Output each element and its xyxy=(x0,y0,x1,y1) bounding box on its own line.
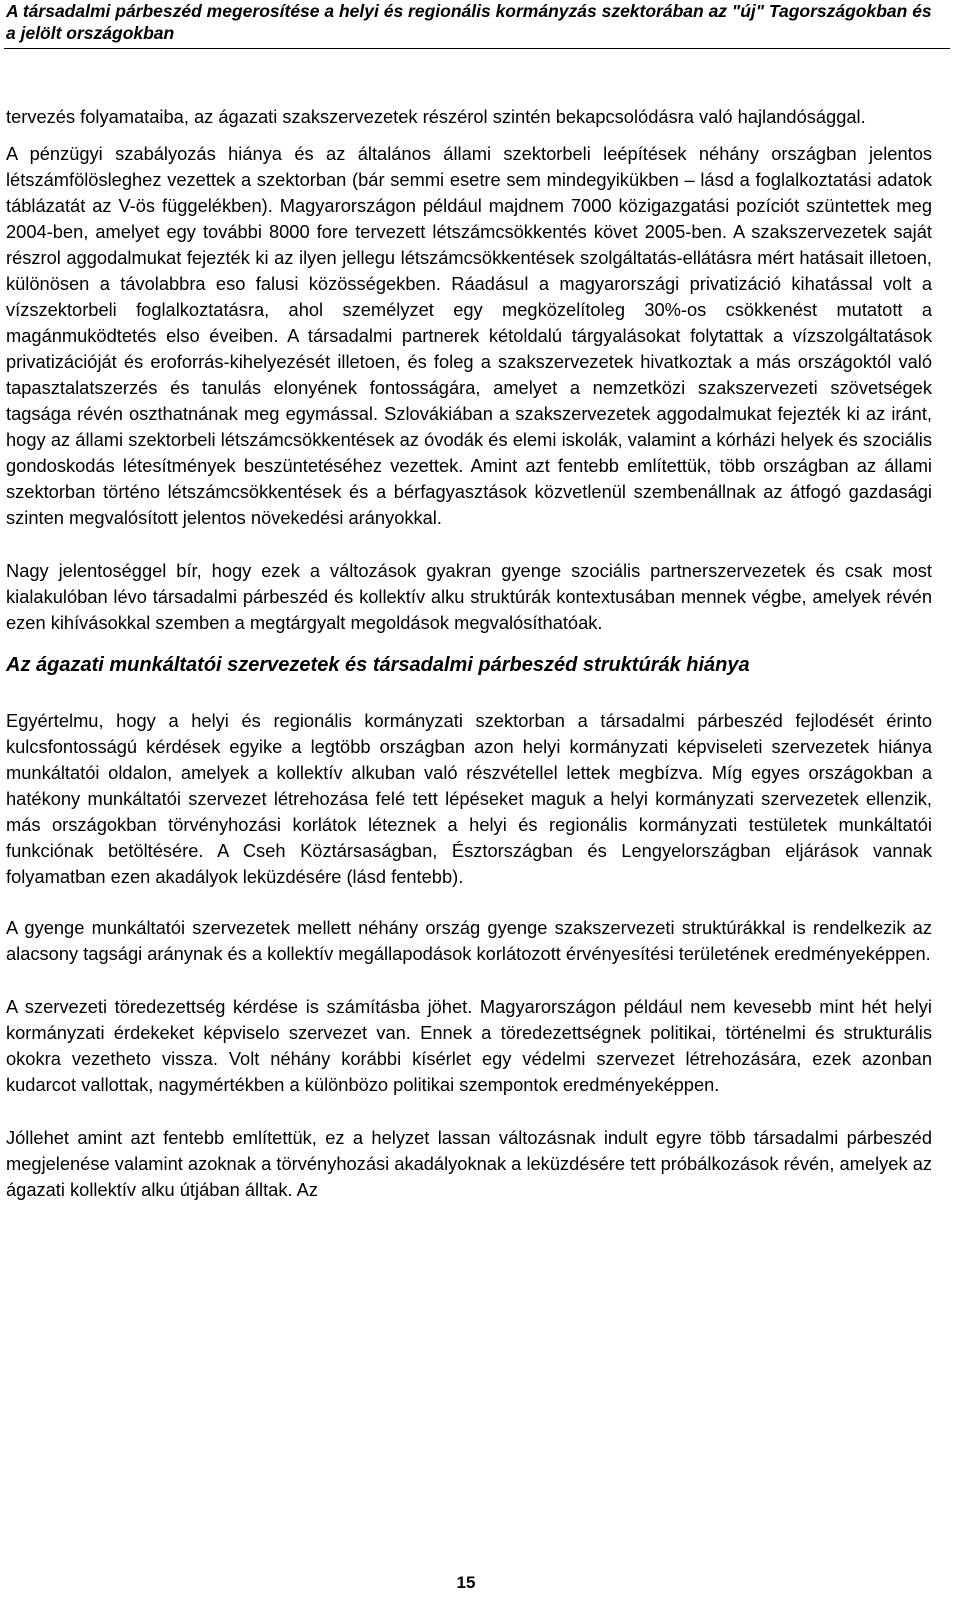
paragraph-fragmentation: A szervezeti töredezettség kérdése is számításba jöhet. Magyarországon például nem kevesebb mint hét helyi kormányzati érdekeket képviselo szervezet van. Ennek a töredezettségnek politikai, történelmi és strukturális okokra vezetheto vissza. Volt néhány korábbi kísérlet egy védelmi szervezet létrehozására, ezek azonban kudarcot vallottak, nagymértékben a különbözo politikai szempontok eredményeképpen. xyxy=(6,996,932,1095)
paragraph-continuation: tervezés folyamataiba, az ágazati szakszervezetek részérol szintén bekapcsolódásra való hajlandósággal. xyxy=(6,106,866,127)
section-heading: Az ágazati munkáltatói szervezetek és társadalmi párbeszéd struktúrák hiánya xyxy=(6,654,750,676)
paragraph-weak-unions: A gyenge munkáltatói szervezetek mellett néhány ország gyenge szakszervezeti struktúrákkal is rendelkezik az alacsony tagsági aránynak és a kollektív megállapodások korlátozott érvényesítési területének eredményeképpen. xyxy=(6,917,932,964)
paragraph-change: Jóllehet amint azt fentebb említettük, ez a helyzet lassan változásnak indult egyre több társadalmi párbeszéd megjelenése valamint azoknak a törvényhozási akadályoknak a leküzdésére tett próbálkozások révén, amelyek az ágazati kollektív alku útjában álltak. Az xyxy=(6,1127,932,1200)
document-body xyxy=(6,104,932,1203)
running-header: A társadalmi párbeszéd megerosítése a helyi és regionális kormányzás szektorában az "új" Tagországokban és a jelölt országokban xyxy=(6,1,932,43)
paragraph-significance: Nagy jelentoséggel bír, hogy ezek a változások gyakran gyenge szociális partnerszervezetek és csak most kialakulóban lévo társadalmi párbeszéd és kollektív alku struktúrák kontextusában mennek végbe, amelyek révén ezen kihívásokkal szemben a megtárgyalt megoldások megvalósíthatóak. xyxy=(6,560,932,633)
page-number: 15 xyxy=(456,1573,476,1592)
paragraph-downsizing: A pénzügyi szabályozás hiánya és az általános állami szektorbeli leépítések néhány országban jelentos létszámfölösleghez vezettek a szektorban (bár semmi esetre sem mindegyikükben – lásd a foglalkoztatási adatok táblázatát az V-ös függelékben). Magyarországon például majdnem 7000 közigazgatási pozíciót szüntettek meg 2004-ben, amelyet egy további 8000 fore tervezett létszámcsökkentés követ 2005-ben. A szakszervezetek saját részrol aggodalmukat fejezték ki az ilyen jellegu létszámcsökkentések szolgáltatás-ellátásra mért hatásait illetoen, különösen a távolabbra eso falusi közösségekben. Ráadásul a magyarországi privatizáció kihatással volt a vízszektorbeli foglalkoztatásra, ahol személyzet egy megközelítoleg 30%-os csökkenést mutatott a magánmuködtetés elso éveiben. A társadalmi partnerek kétoldalú tárgyalásokat folytattak a vízszolgáltatások privatizációját és eroforrás-kihelyezését illetoen, és foleg a szakszervezetek hivatkoztak a más országoktól való tapasztalatszerzés és tanulás elonyének fontosságára, amelyet a nemzetközi szakszervezeti szövetségek tagsága révén oszthatnának meg egymással. Szlovákiában a szakszervezetek aggodalmukat fejezték ki az iránt, hogy az állami szektorbeli létszámcsökkentések az óvodák és elemi iskolák, valamint a kórházi helyek és szociális gondoskodás létesítmények beszüntetéséhez vezettek. Amint azt fentebb említettük, több országban az állami szektorban történo létszámcsökkentések és a bérfagyasztások közvetlenül szembenállnak az átfogó gazdasági szinten megvalósított jelentos növekedési arányokkal. xyxy=(6,143,932,528)
paragraph-employer-organisations: Egyértelmu, hogy a helyi és regionális kormányzati szektorban a társadalmi párbeszéd fejlodését érinto kulcsfontosságú kérdések egyike a legtöbb országban azon helyi kormányzati képviseleti szervezetek hiánya munkáltatói oldalon, amelyek a kollektív alkuban való részvétellel lettek megbízva. Míg egyes országokban a hatékony munkáltatói szervezet létrehozása felé tett lépéseket maguk a helyi kormányzati szervezetek ellenzik, más országokban törvényhozási korlátok léteznek a helyi és regionális kormányzati testületek munkáltatói funkciónak betöltésére. A Cseh Köztársaságban, Észtországban és Lengyelországban eljárások vannak folyamatban ezen akadályok leküzdésére (lásd fentebb). xyxy=(6,710,932,887)
header-divider xyxy=(4,48,950,49)
